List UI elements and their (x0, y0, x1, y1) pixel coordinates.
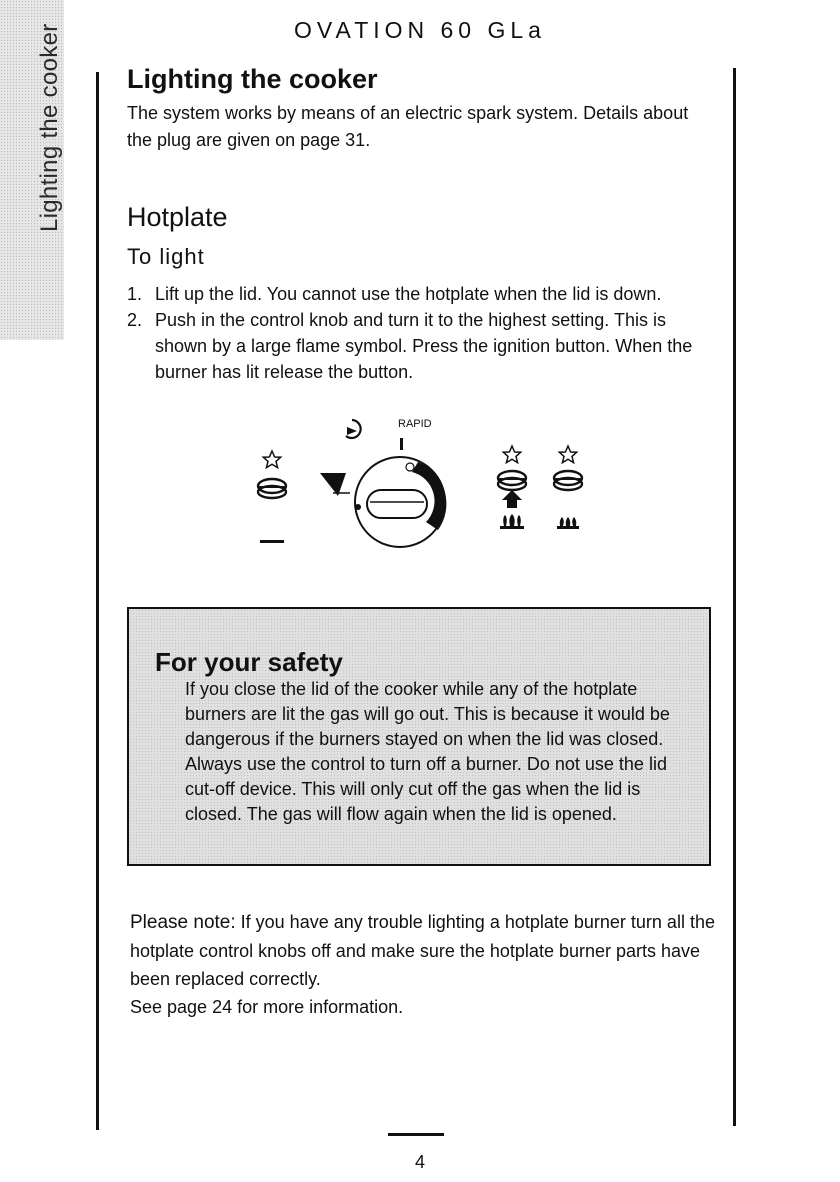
safety-title: For your safety (155, 647, 343, 677)
spark-icon (559, 446, 576, 463)
list-item (127, 307, 717, 385)
right-rule (733, 68, 736, 1126)
note-paragraph (130, 908, 722, 1021)
max-mark (400, 438, 403, 450)
safety-box (127, 607, 711, 866)
step-number: 1. (127, 284, 143, 304)
step-text: Push in the control knob and turn it to the highest setting. This is shown by a large flame symbol. Press the ignition button. When the burner has lit release the button. (155, 310, 693, 382)
list-item (127, 281, 717, 307)
control-knob (320, 457, 446, 547)
svg-text:△: △ (428, 514, 435, 524)
section-title: Lighting the cooker (127, 64, 378, 94)
left-rule (96, 72, 99, 1130)
side-tab-label: Lighting the cooker (36, 23, 63, 232)
burner-icon (554, 471, 582, 490)
page-header-model: OVATION 60 GLa (294, 17, 546, 43)
steps-list (127, 281, 717, 385)
small-flame-icon (557, 517, 579, 529)
note-text: If you have any trouble lighting a hotplate burner turn all the hotplate control knobs off and make sure the hotplate burner parts have been replaced correctly. (130, 912, 715, 989)
note-label: Please note: (130, 912, 236, 933)
hotplate-heading: Hotplate (127, 202, 228, 232)
burner-icon (258, 479, 286, 498)
min-mark (260, 540, 284, 543)
note-reference: See page 24 for more information. (130, 997, 404, 1017)
page-number: 4 (414, 1152, 425, 1172)
control-knob-diagram (250, 410, 610, 570)
step-text: Lift up the lid. You cannot use the hotplate when the lid is down. (155, 284, 662, 304)
intro-paragraph: The system works by means of an electric spark system. Details about the plug are given on page 31. (127, 103, 689, 150)
to-light-heading: To light (127, 244, 205, 269)
step-number: 2. (127, 310, 143, 330)
burner-icon (498, 471, 526, 490)
safety-text: If you close the lid of the cooker while any of the hotplate burners are lit the gas will go out. This is because it would be dangerous if the burners stayed on when the lid was closed. Always use the control to turn off a burner. Do not use the lid cut-off device. This will only cut off the gas when the lid is closed. The gas will flow again when the lid is opened. (185, 679, 670, 824)
footer-rule (388, 1133, 444, 1136)
side-tab (0, 0, 64, 340)
spark-icon (263, 451, 280, 468)
spark-icon (503, 446, 520, 463)
rapid-label: RAPID (398, 418, 432, 430)
ignition-icon (346, 420, 361, 438)
large-flame-icon (500, 514, 524, 529)
push-in-icon (502, 490, 522, 508)
